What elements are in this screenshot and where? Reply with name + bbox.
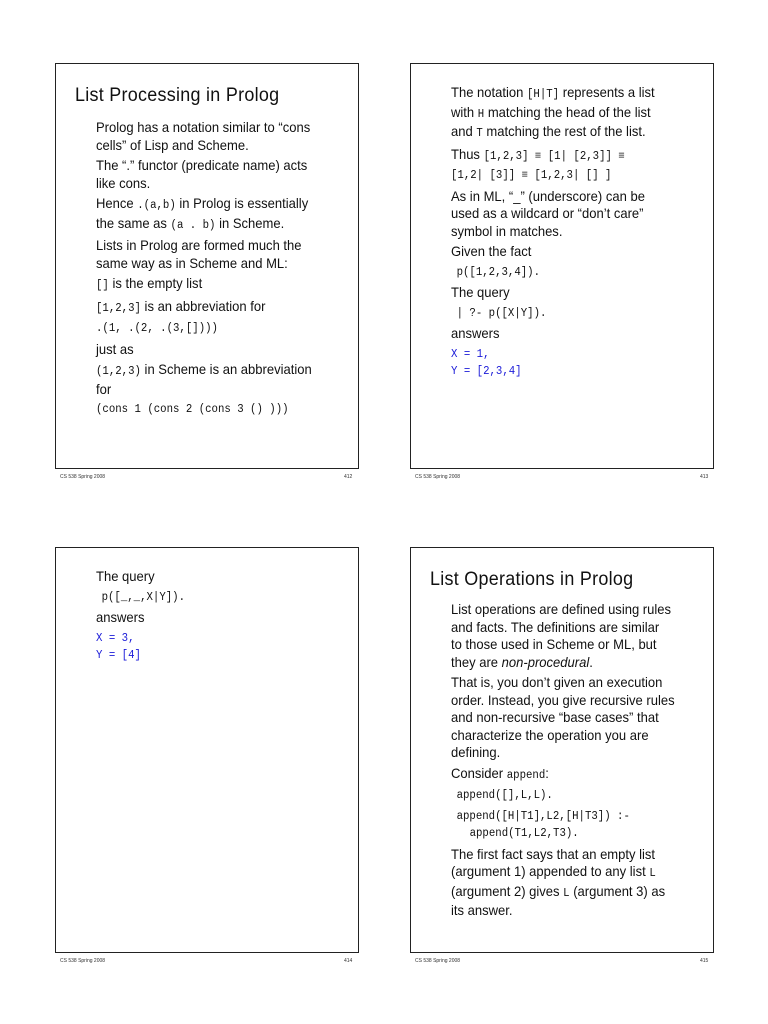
text-line: Thus [1,2,3] ≡ [1| [2,3]] ≡ [1,2| [3]] ≡ [1,2,3| [] ] <box>451 145 625 182</box>
code-line: (cons 1 (cons 2 (cons 3 () ))) <box>96 403 289 416</box>
code-line: X = 3, <box>96 631 135 645</box>
slide-413 <box>410 63 714 469</box>
code-line: append(T1,L2,T3). <box>469 827 579 840</box>
slide-body <box>96 568 346 668</box>
text-line: [] is the empty list <box>96 275 203 292</box>
footer-page: 413 <box>700 474 709 480</box>
text-line: [1,2,3] is an abbreviation for <box>96 297 266 315</box>
text-line: Consider append: <box>451 764 549 782</box>
footer-course: CS 538 Spring 2008 <box>60 958 106 964</box>
code-line: | ?- p([X|Y]). <box>456 306 547 320</box>
slide-body <box>451 84 701 384</box>
slide-title: List Processing in Prolog <box>75 84 280 106</box>
code-line: .(1, .(2, .(3,[]))) <box>96 322 218 335</box>
text-line: As in ML, “_” (underscore) can be used as a wildcard or “don’t care” symbol in matches. <box>451 187 645 239</box>
slide-412 <box>55 63 359 469</box>
code-line: p([_,_,X|Y]). <box>101 590 186 604</box>
slide-title: List Operations in Prolog <box>430 568 634 590</box>
code-line: append([H|T1],L2,[H|T3]) :- <box>456 809 630 823</box>
text-line: That is, you don’t given an execution order. Instead, you give recursive rules and non-recursive “base cases” that characterize the operation you are defining. <box>451 674 675 760</box>
text-line: The “.” functor (predicate name) acts like cons. <box>96 157 308 191</box>
text-line: Given the fact <box>451 243 532 259</box>
text-line: The query <box>451 284 510 300</box>
footer-course: CS 538 Spring 2008 <box>415 474 461 480</box>
footer-course: CS 538 Spring 2008 <box>60 474 106 480</box>
slide-414 <box>55 547 359 953</box>
footer-page: 415 <box>700 958 709 964</box>
text-line: The query <box>96 568 155 584</box>
code-line: X = 1, <box>451 347 490 361</box>
footer-page: 412 <box>344 474 353 480</box>
text-line: The notation [H|T] represents a list with H matching the head of the list and T matching the rest of the list. <box>451 84 655 140</box>
slide-body <box>451 601 701 923</box>
footer-page: 414 <box>344 958 353 964</box>
text-line: Hence .(a,b) in Prolog is essentially the same as (a . b) in Scheme. <box>96 195 309 232</box>
text-line: Prolog has a notation similar to “cons cells” of Lisp and Scheme. <box>96 119 311 153</box>
code-line: p([1,2,3,4]). <box>456 265 541 279</box>
text-line: just as <box>96 340 134 357</box>
slide-415 <box>410 547 714 953</box>
code-line: append([],L,L). <box>456 789 553 802</box>
text-line: answers <box>96 609 145 625</box>
text-line: List operations are defined using rules and facts. The definitions are similar to those used in Scheme or ML, but they are non-procedural. <box>451 601 672 670</box>
slide-body <box>96 119 346 422</box>
text-line: (1,2,3) in Scheme is an abbreviation for <box>96 361 312 397</box>
text-line: answers <box>451 325 500 341</box>
footer-course: CS 538 Spring 2008 <box>415 958 461 964</box>
code-line: Y = [4] <box>96 649 141 662</box>
text-line: The first fact says that an empty list (argument 1) appended to any list L (argument 2) gives L (argument 3) as its answer. <box>451 845 666 918</box>
code-line: Y = [2,3,4] <box>451 365 522 378</box>
text-line: Lists in Prolog are formed much the same way as in Scheme and ML: <box>96 237 302 271</box>
